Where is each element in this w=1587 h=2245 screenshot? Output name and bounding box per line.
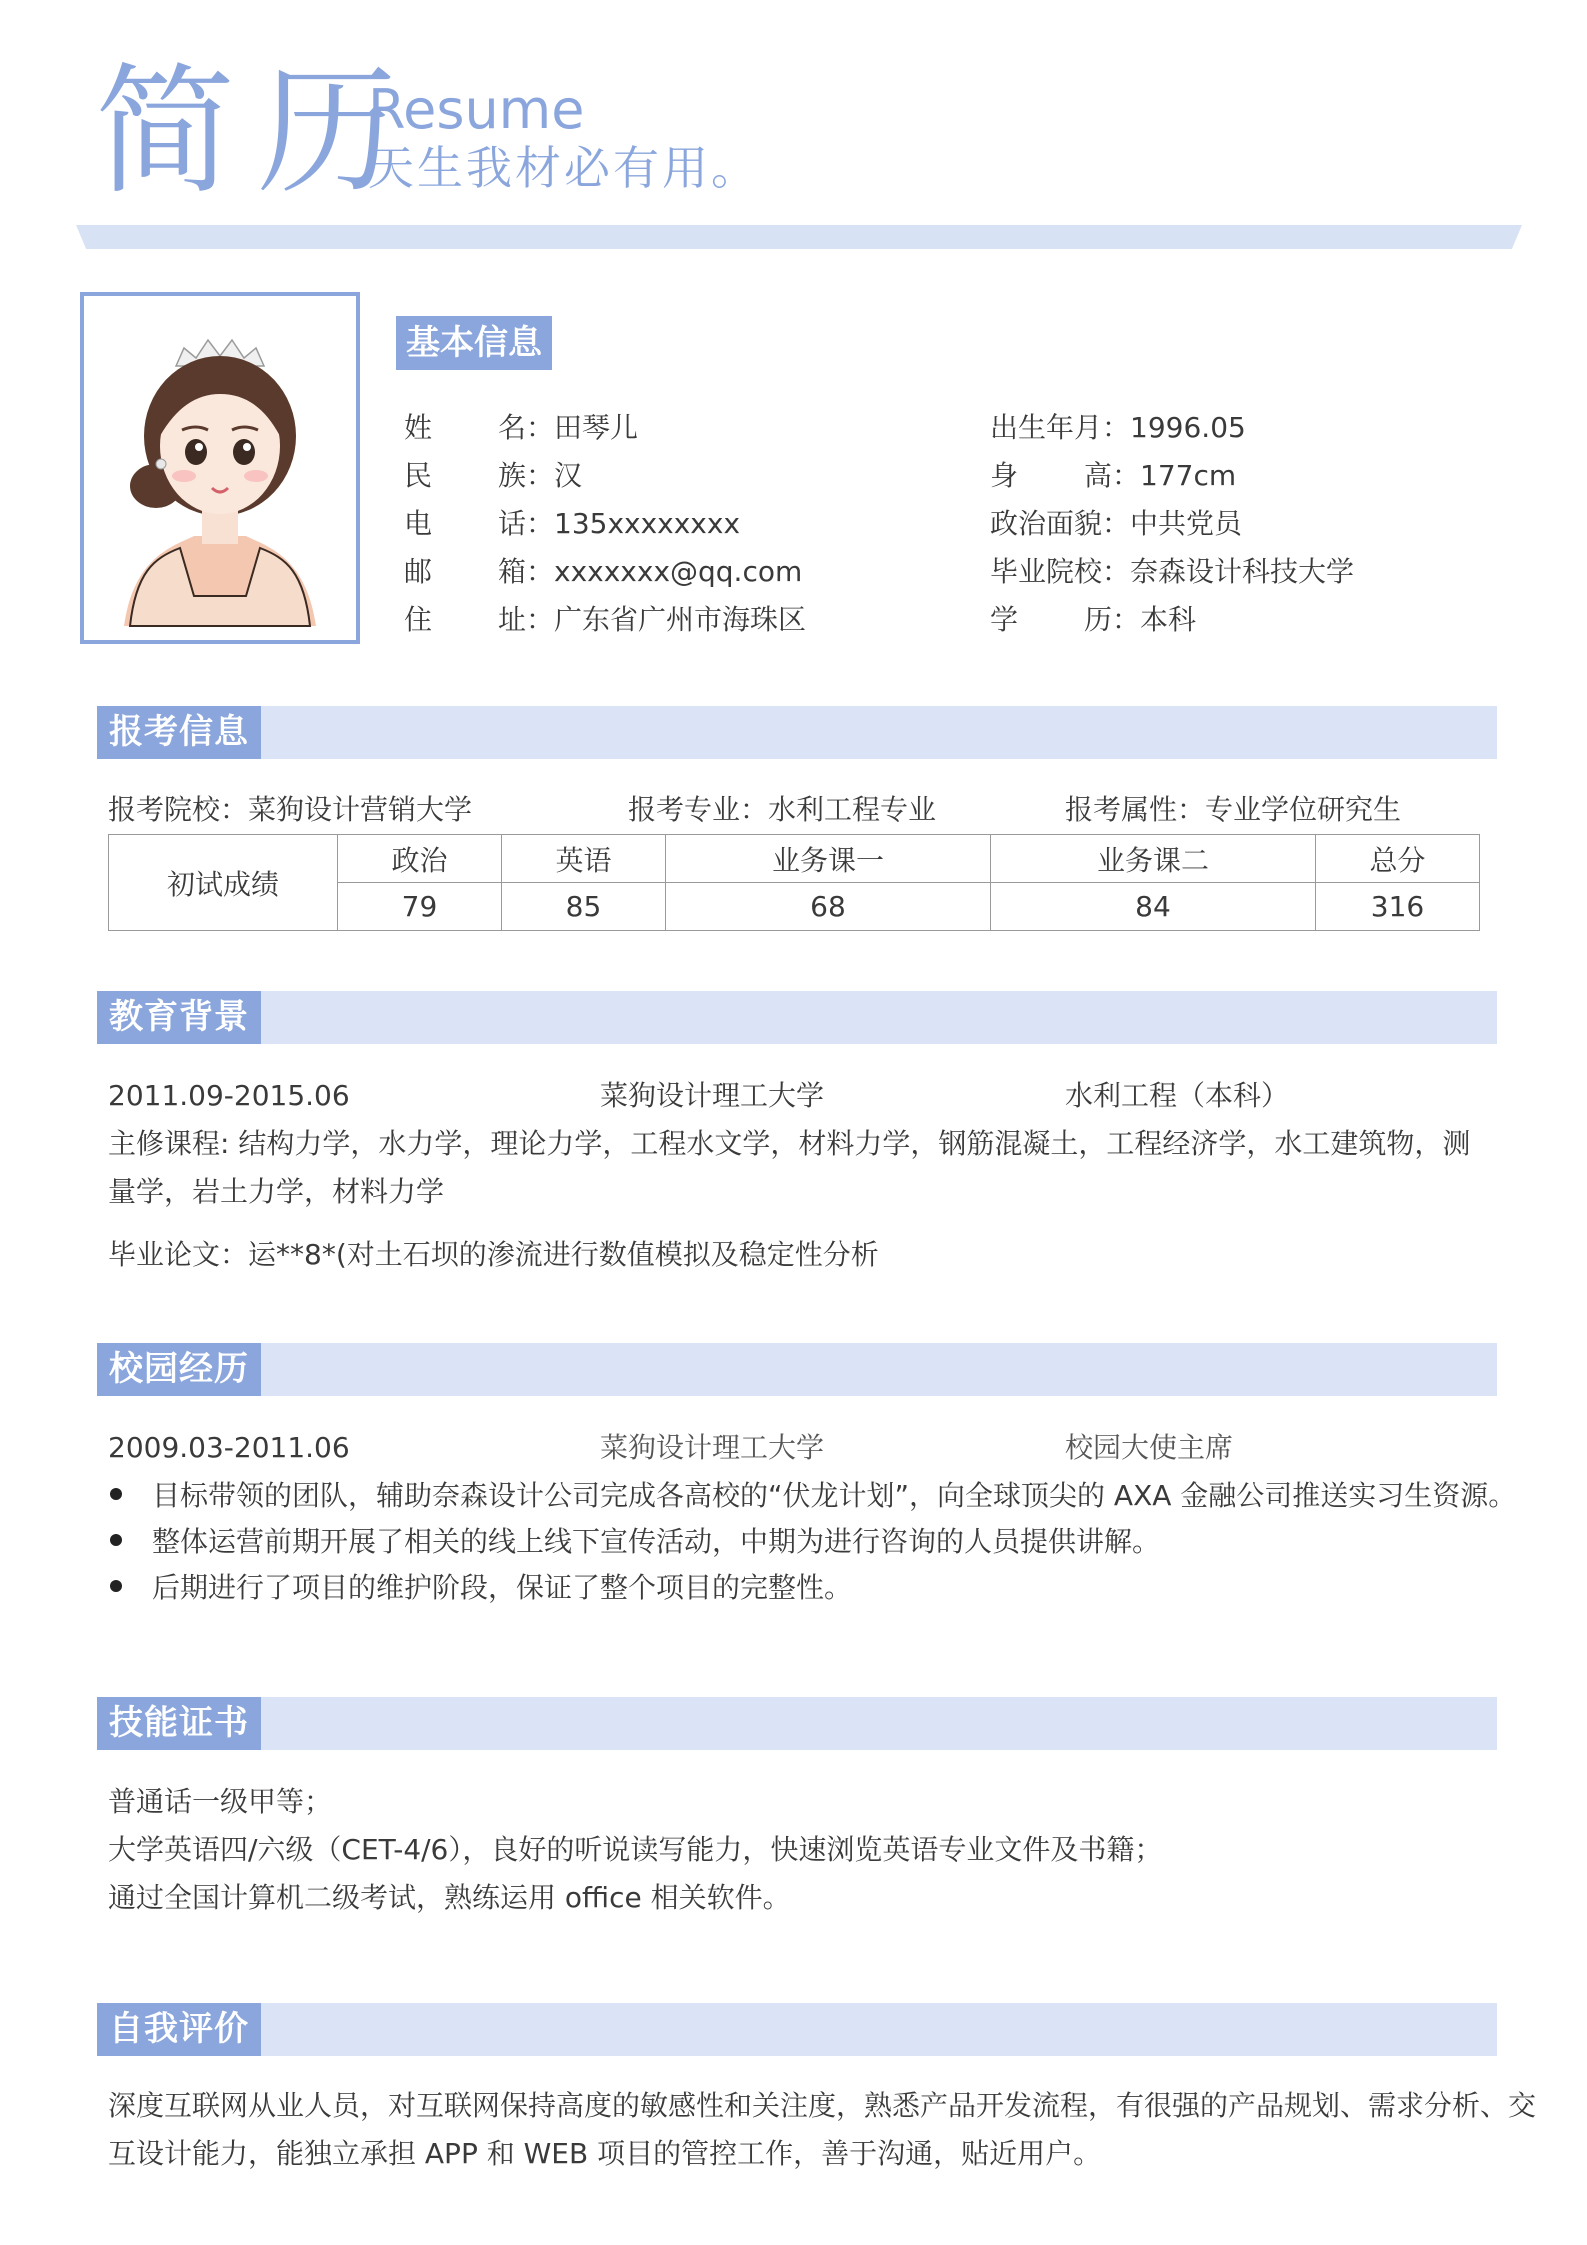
info-height: 身 高 ：177cm [990,459,1237,492]
education-major: 水利工程（本科） [1065,1079,1290,1112]
table-row [109,835,1480,883]
campus-role: 校园大使主席 [1065,1431,1234,1464]
list-item: 整体运营前期开展了相关的线上线下宣传活动，中期为进行咨询的人员提供讲解。 [110,1522,1160,1562]
section-band-application [97,706,1497,759]
info-political: 政治面貌：中共党员 [990,507,1243,540]
info-email: 邮 箱 ：xxxxxxx@qq.com [404,555,803,588]
info-ethnicity: 民 族 ：汉 [404,459,583,492]
education-period: 2011.09-2015.06 [108,1079,350,1112]
section-band-skills [97,1697,1497,1750]
info-name: 姓 名 ：田琴儿 [404,411,639,444]
education-thesis: 毕业论文：运**8*(对土石坝的渗流进行数值模拟及稳定性分析 [108,1238,879,1271]
info-birth: 出生年月：1996.05 [990,411,1246,444]
resume-title-en: Resume [368,78,585,141]
self-evaluation-line1: 深度互联网从业人员，对互联网保持高度的敏感性和关注度，熟悉产品开发流程，有很强的产品规划、需求分析、交 [108,2089,1537,2122]
section-band-campus [97,1343,1497,1396]
section-band-self [97,2003,1497,2056]
info-address: 住 址 ：广东省广州市海珠区 [404,603,807,636]
section-title-education: 教育背景 [97,991,261,1044]
info-phone: 电 话 ：135xxxxxxxx [404,507,741,540]
score-header: 英语 [501,835,665,883]
skill-line: 大学英语四/六级（CET-4/6），良好的听说读写能力，快速浏览英语专业文件及书籍； [108,1833,1163,1866]
section-title-self: 自我评价 [97,2003,261,2056]
bullet-icon [110,1534,122,1546]
profile-photo [80,292,360,644]
score-header: 业务课二 [990,835,1315,883]
info-degree: 学 历 ：本科 [990,603,1197,636]
self-evaluation-line2: 互设计能力，能独立承担 APP 和 WEB 项目的管控工作，善于沟通，贴近用户。 [108,2137,1102,2170]
resume-motto: 天生我材必有用。 [368,141,760,195]
bullet-icon [110,1488,122,1500]
header-divider [76,225,1522,249]
avatar-illustration [84,296,356,640]
score-value: 85 [501,883,665,931]
education-courses-line2: 量学，岩土力学，材料力学 [108,1175,445,1208]
skill-line: 普通话一级甲等； [108,1785,333,1818]
campus-period: 2009.03-2011.06 [108,1431,350,1464]
resume-title-cn: 简历 [95,51,420,214]
list-item: 后期进行了项目的维护阶段，保证了整个项目的完整性。 [110,1568,852,1608]
score-header: 总分 [1316,835,1480,883]
section-title-campus: 校园经历 [97,1343,261,1396]
education-school: 菜狗设计理工大学 [600,1079,825,1112]
application-major: 报考专业：水利工程专业 [628,793,937,826]
info-graduate-school: 毕业院校：奈森设计科技大学 [990,555,1355,588]
campus-school: 菜狗设计理工大学 [600,1431,825,1464]
score-value: 316 [1316,883,1480,931]
section-band-education [97,991,1497,1044]
bullet-icon [110,1580,122,1592]
section-title-basic: 基本信息 [396,316,552,370]
score-row-label: 初试成绩 [109,835,338,931]
score-header: 政治 [338,835,502,883]
section-title-skills: 技能证书 [97,1697,261,1750]
skill-line: 通过全国计算机二级考试，熟练运用 office 相关软件。 [108,1881,791,1914]
list-item: 目标带领的团队，辅助奈森设计公司完成各高校的“伏龙计划”，向全球顶尖的 AXA 金融公司推送实习生资源。 [110,1476,1516,1516]
score-table [108,834,1480,931]
section-title-application: 报考信息 [97,706,261,759]
score-value: 68 [665,883,990,931]
application-school: 报考院校：菜狗设计营销大学 [108,793,473,826]
score-header: 业务课一 [665,835,990,883]
score-value: 79 [338,883,502,931]
score-value: 84 [990,883,1315,931]
application-type: 报考属性：专业学位研究生 [1065,793,1402,826]
education-courses-line1: 主修课程: 结构力学，水力学，理论力学，工程水文学，材料力学，钢筋混凝土，工程经济学，水工建筑物，测 [108,1127,1471,1160]
